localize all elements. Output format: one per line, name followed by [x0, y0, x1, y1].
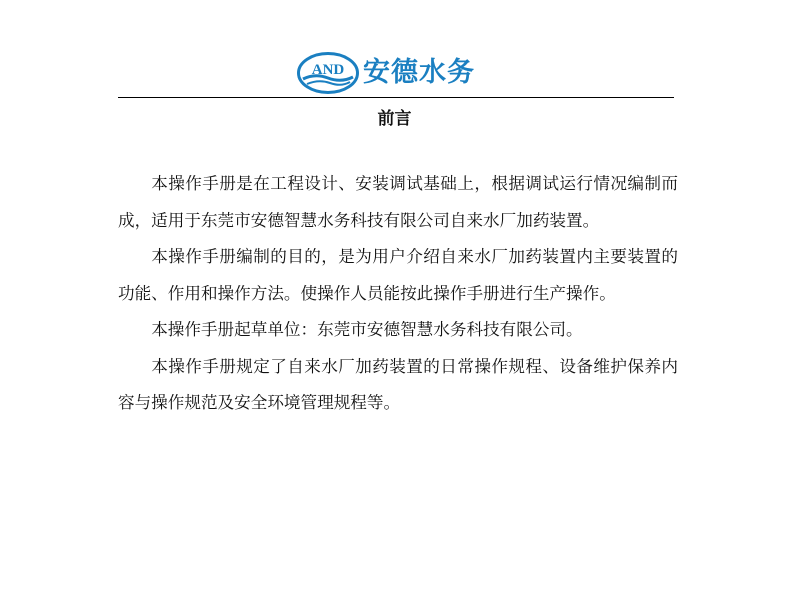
paragraph-4: 本操作手册规定了自来水厂加药装置的日常操作规程、设备维护保养内容与操作规范及安全环境管理规程等。 — [118, 356, 678, 412]
logo-badge-text: AND — [311, 62, 345, 78]
document-body — [118, 166, 678, 422]
paragraph-1: 本操作手册是在工程设计、安装调试基础上，根据调试运行情况编制而成，适用于东莞市安德智慧水务科技有限公司自来水厂加药装置。 — [118, 174, 678, 230]
logo-company-name: 安德水务 — [363, 57, 475, 88]
header-divider — [118, 97, 674, 98]
page-title: 前言 — [377, 109, 412, 129]
paragraph-3: 本操作手册起草单位：东莞市安德智慧水务科技有限公司。 — [151, 320, 583, 339]
paragraph-2: 本操作手册编制的目的，是为用户介绍自来水厂加药装置内主要装置的功能、作用和操作方法。使操作人员能按此操作手册进行生产操作。 — [118, 247, 678, 303]
company-logo — [297, 50, 475, 96]
logo-badge-icon — [297, 52, 359, 94]
